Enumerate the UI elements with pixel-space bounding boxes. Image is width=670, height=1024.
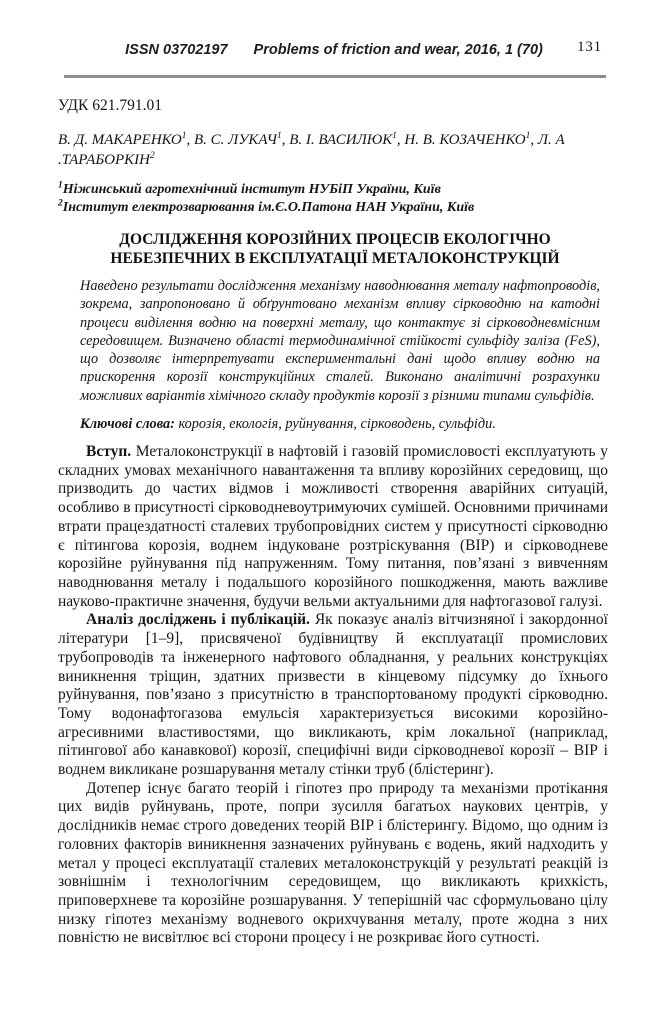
- author-superscript: 1: [392, 131, 397, 141]
- affiliations: [58, 181, 614, 217]
- affiliation-item: [58, 181, 614, 199]
- keywords-label: Ключові слова:: [80, 416, 175, 433]
- page-number: 131: [577, 39, 602, 55]
- paper-title: ДОСЛІДЖЕННЯ КОРОЗІЙНИХ ПРОЦЕСІВ ЕКОЛОГІЧНО НЕБЕЗПЕЧНИХ В ЕКСПЛУАТАЦІЇ МЕТАЛОКОНСТРУКЦІЙ: [110, 231, 560, 267]
- paragraph-text: Як показує аналіз вітчизняної і закордонної літератури [1–9], присвяченої будівництву й експлуатації промислових трубопроводів та інженерного нафтового обладнання, у реальних конструкціях виникнення тріщин, здатних призвести в кінцевому підсумку до їхнього руйнування, пов’язано з присутністю в транспортованому продукті сірководню. Тому водонафтогазова емульсія характеризується високими корозійно-агресивними властивостями, що викликають, крім локальної (наприклад, пітингової або канавкової) корозії, специфічні види сірководневої корозії – ВІР і воднем викликане розшарування металу стінки труб (блістеринг).: [58, 611, 608, 779]
- author-separator: ,: [281, 132, 290, 148]
- article-body: [58, 443, 608, 948]
- author-superscript: 1: [525, 131, 531, 141]
- author-superscript: 1: [276, 131, 282, 141]
- paragraph-lead: Аналіз досліджень і публікацій.: [86, 611, 310, 629]
- affiliation-superscript: 1: [58, 180, 63, 191]
- author-name: Л. А .ТАРАБОРКІН$^2$: [58, 132, 565, 168]
- affiliation-superscript: 2: [58, 198, 63, 209]
- author-superscript: 2: [149, 150, 155, 161]
- keywords-line: [80, 415, 600, 433]
- body-paragraph: [58, 443, 608, 611]
- authors-line: [58, 131, 614, 170]
- paragraph-text: Металоконструкції в нафтовій і газовій промисловості експлуатують у складних умовах механічного навантаження та впливу корозійних середовищ, що призводить до частих відмов і можливості створення аварійних ситуацій, особливо в присутності сірководневоутримуючих сумішей. Основними причинами втрати працездатності сталевих трубопровідних систем у присутності сірководню є пітингова корозія, воднем індуковане розтріскування (ВІР) и сірководневе корозійне руйнування під напруженням. Тому питання, пов’язані з вивченням наводнювання металу і подальшого корозійного пошкодження, мають важливе науково-практичне значення, будучи вельми актуальними для нафтогазової галузі.: [58, 443, 608, 610]
- journal-title: Problems of friction and wear, 2016, 1 (70): [253, 42, 543, 58]
- author-separator: ,: [396, 132, 405, 148]
- abstract-text: Наведено результати дослідження механізму наводнювання металу нафтопроводів, зокрема, запропоновано й обґрунтовано механізм впливу сірководню на катодні процеси виділення водню на поверхні металу, що контактує зі сірководневмісним середовищем. Визначено області термодинамічної стійкості сульфіду заліза (FeS), що дозволяє інтерпретувати експериментальні дані щодо впливу водню на прискорення корозії конструкційних сталей. Виконано аналітичні розрахунки можливих варіантів хімічного складу продуктів корозії з різними типами сульфідів.: [80, 278, 600, 404]
- body-paragraph: [58, 780, 608, 948]
- author-name: В. І. ВАСИЛЮК$^1$,: [289, 131, 405, 148]
- journal-header: [58, 39, 610, 61]
- header-divider: [64, 75, 606, 78]
- paragraph-lead: Вступ.: [86, 443, 132, 461]
- issn-label: ISSN 03702197: [125, 42, 228, 58]
- author-separator: ,: [186, 132, 194, 148]
- body-paragraph: [58, 611, 608, 779]
- author-superscript: 1: [181, 131, 187, 141]
- author-separator: ,: [530, 132, 535, 148]
- paragraph-text: Дотепер існує багато теорій і гіпотез про природу та механізми протікання цих видів руйнувань, проте, попри зусилля багатьох наукових центрів, у дослідників немає строго доведених теорій ВІР і блістерингу. Відомо, що одним із головних факторів виникнення зазначених руйнувань є водень, який надходить у метал у процесі експлуатації сталевих металоконструкцій у результаті реакцій із зовнішнім і технологічним середовищем, що викликають крихкість, приповерхневе та корозійне розшарування. У теперішній час сформульовано цілу низку гіпотез механізму водневого окрихчування металу, проте жодна з них повністю не висвітлює всі сторони процесу і не розкриває його сутності.: [58, 779, 608, 947]
- udc-label: УДК 621.791.01: [58, 97, 162, 114]
- author-name: В. Д. МАКАРЕНКО$^1$,: [58, 131, 194, 148]
- affiliation-text: Ніжинський агротехнічний інститут НУБіП України, Київ: [62, 182, 441, 197]
- affiliation-text: Інститут електрозварювання ім.Є.О.Патона НАН України, Київ: [62, 200, 475, 215]
- journal-header-center: [58, 42, 610, 58]
- keywords-text: корозія, екологія, руйнування, сірководень, сульфіди.: [174, 416, 496, 433]
- affiliation-item: [58, 199, 614, 217]
- author-name: Н. В. КОЗАЧЕНКО$^1$,: [404, 131, 535, 148]
- author-name: В. С. ЛУКАЧ$^1$,: [194, 131, 290, 148]
